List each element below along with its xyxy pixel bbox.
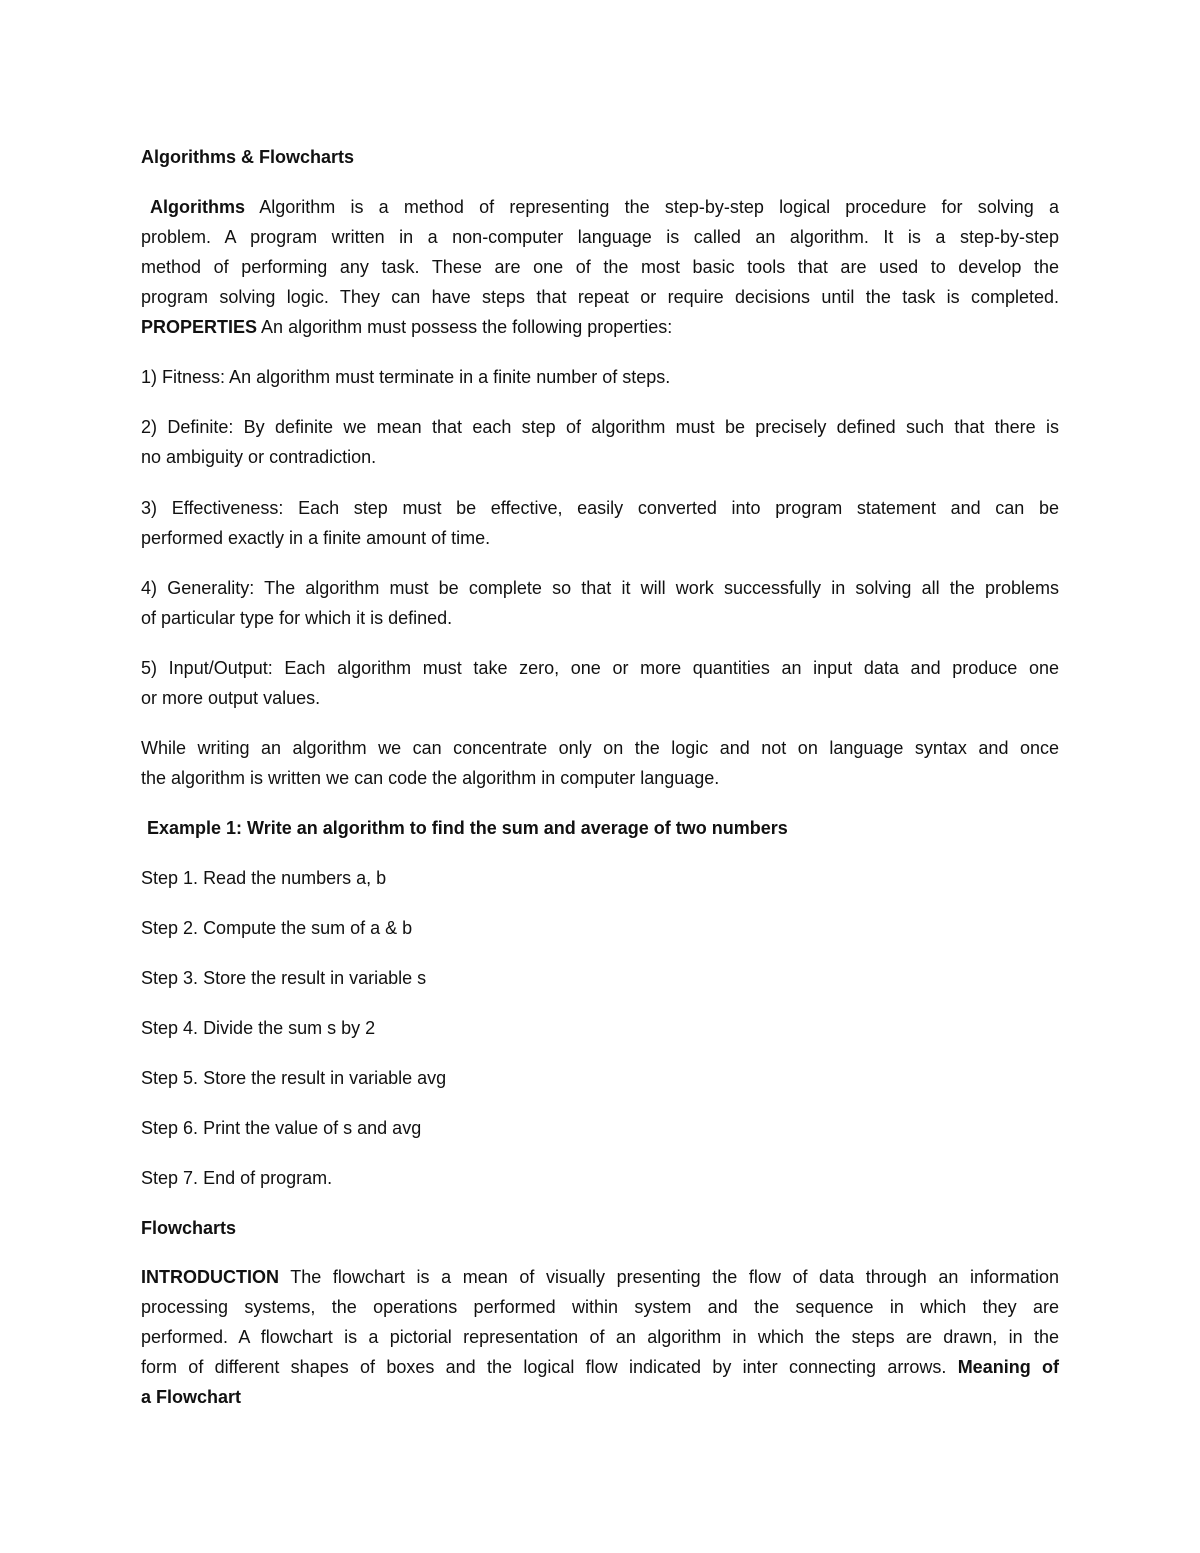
step-label: Step 7. (141, 1168, 199, 1188)
property-text: Generality: The algorithm must be complete so that it will work successfully in solving all the problems (167, 578, 1059, 598)
step-text: Store the result in variable s (203, 968, 427, 988)
property-item-4 (141, 573, 1059, 603)
flowcharts-line-2: processing systems, the operations performed within system and the sequence in which they are (141, 1297, 1059, 1317)
property-item-2-cont: no ambiguity or contradiction. (141, 447, 377, 467)
example-heading: Example 1: Write an algorithm to find the sum and average of two numbers (147, 818, 788, 838)
meaning-heading-a: Meaning of (957, 1357, 1059, 1377)
property-number: 1) (141, 367, 158, 387)
property-number: 2) (141, 417, 158, 437)
flowcharts-text-4: form of different shapes of boxes and the logical flow indicated by inter connecting arrows. (141, 1357, 947, 1377)
step-label: Step 1. (141, 868, 199, 888)
intro-text-1: Algorithm is a method of representing the step-by-step logical procedure for solving a (259, 197, 1059, 217)
intro-line-1 (141, 192, 1059, 222)
step-text: Store the result in variable avg (203, 1068, 447, 1088)
step-label: Step 2. (141, 918, 199, 938)
step-text: Read the numbers a, b (203, 868, 387, 888)
example-step-4 (141, 1013, 375, 1043)
properties-intro (141, 312, 672, 342)
property-text: Fitness: An algorithm must terminate in a finite number of steps. (162, 367, 671, 387)
note-line-1: While writing an algorithm we can concentrate only on the logic and not on language syntax and once (141, 738, 1059, 758)
example-step-6 (141, 1113, 421, 1143)
property-item-3 (141, 493, 1059, 523)
properties-text: An algorithm must possess the following properties: (261, 317, 673, 337)
properties-heading: PROPERTIES (141, 317, 258, 337)
example-step-5 (141, 1063, 446, 1093)
intro-line-2: problem. A program written in a non-computer language is called an algorithm. It is a step-by-step (141, 227, 1059, 247)
step-text: End of program. (203, 1168, 333, 1188)
example-step-7 (141, 1163, 332, 1193)
intro-line-4: program solving logic. They can have steps that repeat or require decisions until the task is completed. (141, 287, 1059, 307)
flowcharts-text-1: The flowchart is a mean of visually presenting the flow of data through an information (290, 1267, 1059, 1287)
flowcharts-line-1 (141, 1262, 1059, 1292)
property-number: 4) (141, 578, 158, 598)
meaning-heading-b: a Flowchart (141, 1387, 242, 1407)
intro-heading: Algorithms (150, 197, 246, 217)
step-label: Step 5. (141, 1068, 199, 1088)
document-title: Algorithms & Flowcharts (141, 147, 355, 167)
flowcharts-line-3: performed. A flowchart is a pictorial representation of an algorithm in which the steps are drawn, in the (141, 1327, 1059, 1347)
step-text: Divide the sum s by 2 (203, 1018, 376, 1038)
flowcharts-line-4 (141, 1352, 1059, 1382)
step-label: Step 4. (141, 1018, 199, 1038)
example-step-3 (141, 963, 426, 993)
example-step-2 (141, 913, 412, 943)
property-item-3-cont: performed exactly in a finite amount of time. (141, 528, 491, 548)
property-text: Definite: By definite we mean that each step of algorithm must be precisely defined such that there is (167, 417, 1059, 437)
intro-line-3: method of performing any task. These are one of the most basic tools that are used to develop the (141, 257, 1059, 277)
step-text: Compute the sum of a & b (203, 918, 413, 938)
property-item-5-cont: or more output values. (141, 688, 321, 708)
step-label: Step 3. (141, 968, 199, 988)
step-label: Step 6. (141, 1118, 199, 1138)
example-step-1 (141, 863, 386, 893)
property-text: Input/Output: Each algorithm must take zero, one or more quantities an input data and produce one (168, 658, 1059, 678)
note-line-2: the algorithm is written we can code the algorithm in computer language. (141, 768, 720, 788)
property-item-2 (141, 412, 1059, 442)
property-number: 3) (141, 498, 158, 518)
property-number: 5) (141, 658, 158, 678)
introduction-heading: INTRODUCTION (141, 1267, 279, 1287)
property-item-1 (141, 362, 670, 392)
step-text: Print the value of s and avg (203, 1118, 422, 1138)
property-item-4-cont: of particular type for which it is defined. (141, 608, 453, 628)
property-item-5 (141, 653, 1059, 683)
property-text: Effectiveness: Each step must be effective, easily converted into program statement and can be (171, 498, 1059, 518)
flowcharts-heading: Flowcharts (141, 1218, 237, 1238)
